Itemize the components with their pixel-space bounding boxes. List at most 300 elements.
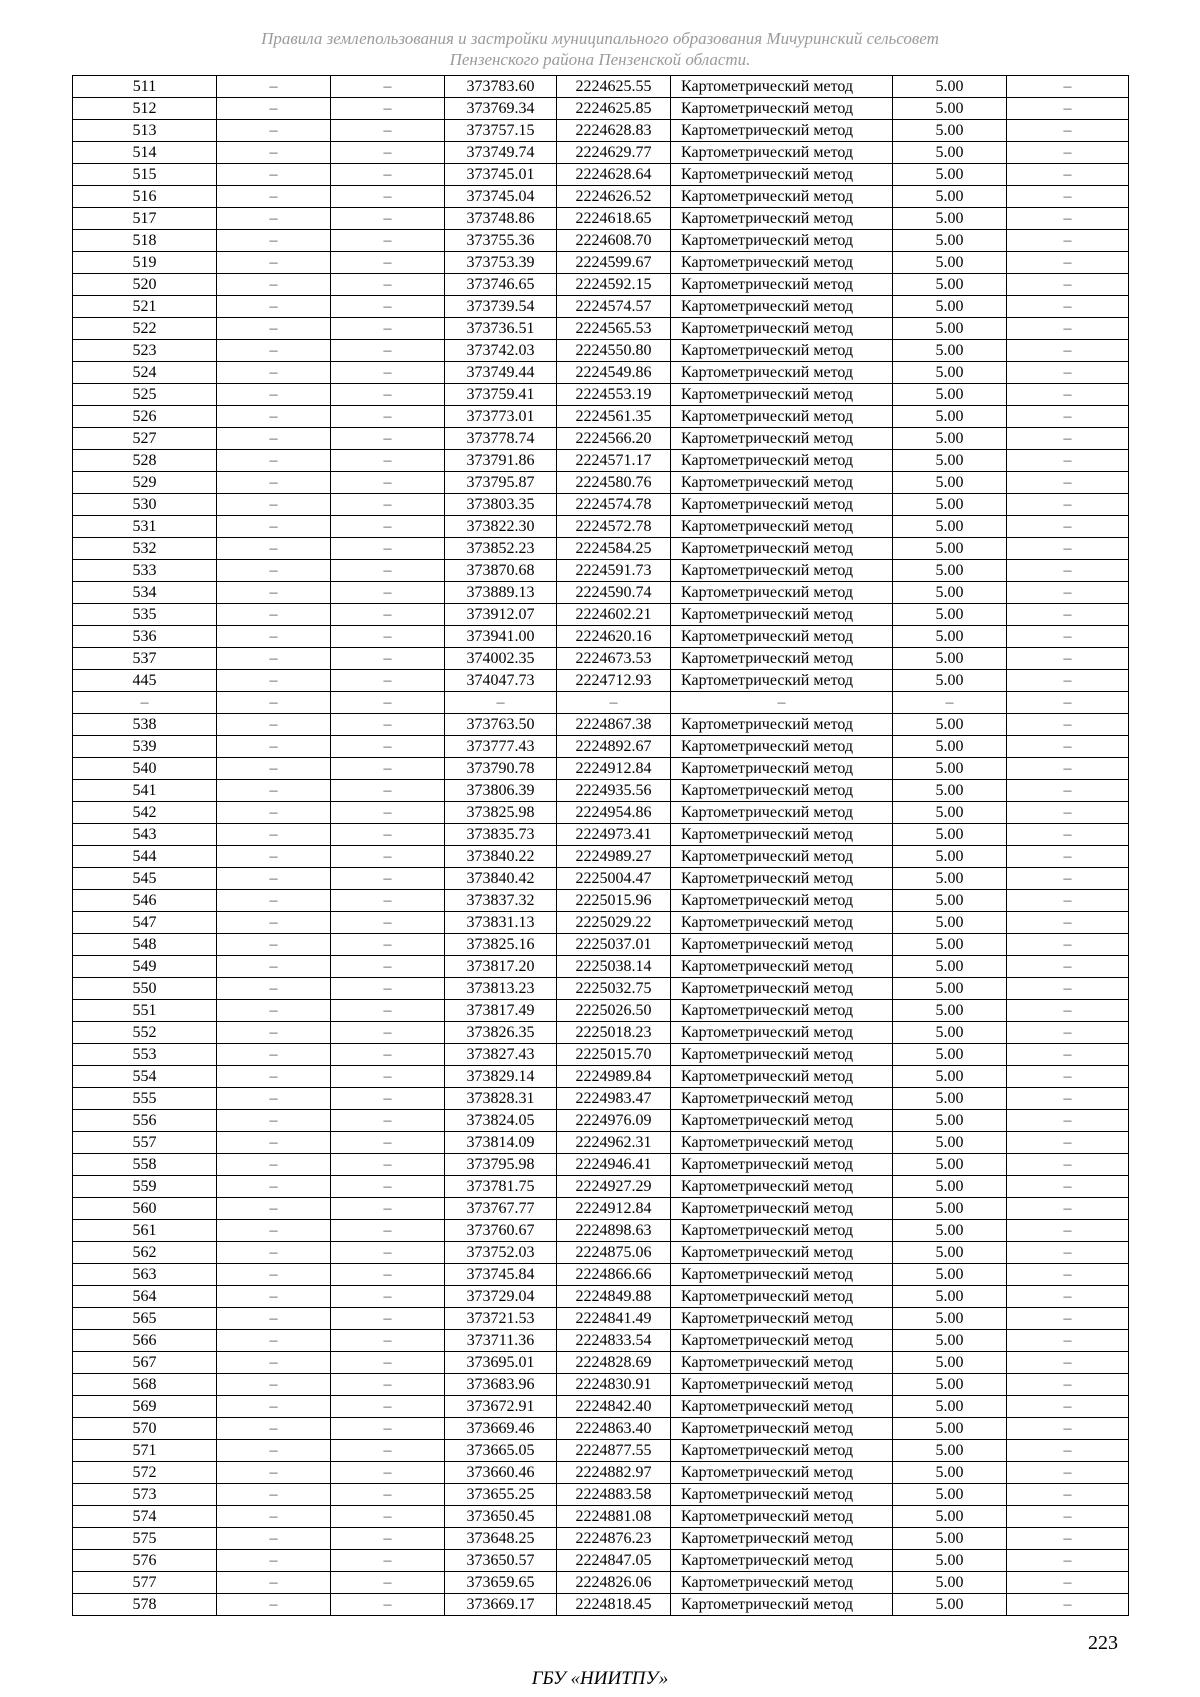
- table-cell: –: [331, 1242, 445, 1264]
- table-cell: 5.00: [893, 604, 1007, 626]
- table-cell: Картометрический метод: [671, 274, 893, 296]
- table-cell: 2224842.40: [557, 1396, 671, 1418]
- table-row: [73, 252, 1129, 274]
- table-cell: 2224580.76: [557, 472, 671, 494]
- table-row: [73, 98, 1129, 120]
- table-cell: Картометрический метод: [671, 1528, 893, 1550]
- table-cell: –: [217, 1308, 331, 1330]
- table-cell: 2224983.47: [557, 1088, 671, 1110]
- table-row: [73, 472, 1129, 494]
- table-cell: –: [331, 1330, 445, 1352]
- table-cell: 373745.04: [445, 186, 557, 208]
- table-cell: –: [217, 516, 331, 538]
- table-cell: 373814.09: [445, 1132, 557, 1154]
- table-row: [73, 1440, 1129, 1462]
- table-row: [73, 802, 1129, 824]
- table-cell: –: [331, 1396, 445, 1418]
- table-cell: 2224954.86: [557, 802, 671, 824]
- table-cell: –: [217, 1264, 331, 1286]
- table-cell: 373655.25: [445, 1484, 557, 1506]
- table-cell: 2224618.65: [557, 208, 671, 230]
- table-cell: 5.00: [893, 1330, 1007, 1352]
- table-cell: –: [331, 1088, 445, 1110]
- table-cell: Картометрический метод: [671, 1484, 893, 1506]
- table-body: [73, 76, 1129, 1616]
- table-cell: –: [217, 296, 331, 318]
- table-row: [73, 1022, 1129, 1044]
- table-cell: 2224712.93: [557, 670, 671, 692]
- table-cell: 373837.32: [445, 890, 557, 912]
- table-cell: 5.00: [893, 956, 1007, 978]
- table-cell: 5.00: [893, 582, 1007, 604]
- table-row: [73, 1308, 1129, 1330]
- table-cell: 2225038.14: [557, 956, 671, 978]
- table-cell: –: [1007, 340, 1129, 362]
- table-cell: –: [331, 560, 445, 582]
- table-cell: 564: [73, 1286, 217, 1308]
- table-cell: 5.00: [893, 1176, 1007, 1198]
- table-cell: –: [217, 1110, 331, 1132]
- table-cell: –: [217, 802, 331, 824]
- table-cell: –: [1007, 274, 1129, 296]
- table-cell: –: [1007, 956, 1129, 978]
- table-cell: –: [217, 868, 331, 890]
- table-cell: 5.00: [893, 1528, 1007, 1550]
- table-cell: 374002.35: [445, 648, 557, 670]
- table-cell: –: [1007, 186, 1129, 208]
- table-cell: 549: [73, 956, 217, 978]
- table-cell: –: [1007, 120, 1129, 142]
- table-cell: 5.00: [893, 1396, 1007, 1418]
- table-cell: 5.00: [893, 1000, 1007, 1022]
- table-cell: 561: [73, 1220, 217, 1242]
- table-cell: –: [1007, 1286, 1129, 1308]
- table-cell: –: [1007, 450, 1129, 472]
- table-cell: –: [217, 846, 331, 868]
- table-cell: –: [1007, 318, 1129, 340]
- table-cell: Картометрический метод: [671, 670, 893, 692]
- table-cell: –: [1007, 1220, 1129, 1242]
- table-cell: 2224912.84: [557, 1198, 671, 1220]
- table-cell: –: [1007, 1506, 1129, 1528]
- table-row: [73, 450, 1129, 472]
- table-row: [73, 758, 1129, 780]
- table-row: [73, 582, 1129, 604]
- table-cell: 521: [73, 296, 217, 318]
- table-cell: –: [217, 98, 331, 120]
- table-cell: –: [331, 934, 445, 956]
- table-row: [73, 1506, 1129, 1528]
- table-cell: 373648.25: [445, 1528, 557, 1550]
- table-row: [73, 1110, 1129, 1132]
- table-cell: –: [1007, 362, 1129, 384]
- table-cell: Картометрический метод: [671, 1088, 893, 1110]
- table-cell: 516: [73, 186, 217, 208]
- table-row: [73, 1286, 1129, 1308]
- table-row: [73, 296, 1129, 318]
- table-cell: 515: [73, 164, 217, 186]
- table-cell: –: [217, 1374, 331, 1396]
- table-cell: 535: [73, 604, 217, 626]
- table-cell: –: [331, 1308, 445, 1330]
- table-cell: 5.00: [893, 1352, 1007, 1374]
- table-cell: –: [217, 538, 331, 560]
- table-cell: –: [1007, 890, 1129, 912]
- table-cell: –: [217, 1198, 331, 1220]
- table-cell: –: [331, 1506, 445, 1528]
- table-cell: 2224847.05: [557, 1550, 671, 1572]
- table-cell: 2224849.88: [557, 1286, 671, 1308]
- table-cell: 2225018.23: [557, 1022, 671, 1044]
- table-row: [73, 406, 1129, 428]
- table-cell: 2224962.31: [557, 1132, 671, 1154]
- table-row: [73, 494, 1129, 516]
- table-cell: 542: [73, 802, 217, 824]
- table-cell: –: [217, 1154, 331, 1176]
- table-row: [73, 670, 1129, 692]
- table-cell: –: [331, 626, 445, 648]
- table-cell: 373806.39: [445, 780, 557, 802]
- table-cell: Картометрический метод: [671, 956, 893, 978]
- table-cell: Картометрический метод: [671, 714, 893, 736]
- table-cell: 2225004.47: [557, 868, 671, 890]
- table-cell: 2224608.70: [557, 230, 671, 252]
- table-cell: –: [331, 648, 445, 670]
- table-row: [73, 934, 1129, 956]
- table-row: [73, 736, 1129, 758]
- table-row: [73, 648, 1129, 670]
- table-cell: 2224549.86: [557, 362, 671, 384]
- table-cell: 522: [73, 318, 217, 340]
- table-cell: –: [1007, 1176, 1129, 1198]
- table-cell: 373777.43: [445, 736, 557, 758]
- table-cell: 5.00: [893, 230, 1007, 252]
- table-cell: –: [331, 670, 445, 692]
- table-cell: –: [1007, 1572, 1129, 1594]
- table-cell: 2224828.69: [557, 1352, 671, 1374]
- table-cell: Картометрический метод: [671, 582, 893, 604]
- table-cell: –: [331, 868, 445, 890]
- table-cell: –: [331, 1220, 445, 1242]
- table-cell: 2224830.91: [557, 1374, 671, 1396]
- table-cell: –: [331, 538, 445, 560]
- table-cell: Картометрический метод: [671, 934, 893, 956]
- table-cell: –: [1007, 736, 1129, 758]
- table-cell: –: [1007, 758, 1129, 780]
- table-cell: –: [1007, 1022, 1129, 1044]
- table-cell: 562: [73, 1242, 217, 1264]
- table-cell: –: [1007, 846, 1129, 868]
- table-cell: 5.00: [893, 626, 1007, 648]
- table-cell: 2224628.83: [557, 120, 671, 142]
- table-cell: –: [331, 1550, 445, 1572]
- table-cell: 5.00: [893, 890, 1007, 912]
- table-cell: –: [217, 362, 331, 384]
- table-cell: 5.00: [893, 934, 1007, 956]
- table-cell: –: [217, 626, 331, 648]
- table-cell: Картометрический метод: [671, 406, 893, 428]
- table-cell: –: [1007, 912, 1129, 934]
- table-cell: –: [1007, 428, 1129, 450]
- table-cell: –: [217, 384, 331, 406]
- table-cell: –: [1007, 1418, 1129, 1440]
- table-cell: 2224973.41: [557, 824, 671, 846]
- table-row: [73, 560, 1129, 582]
- table-cell: –: [331, 1132, 445, 1154]
- table-cell: Картометрический метод: [671, 1594, 893, 1616]
- table-cell: 373840.22: [445, 846, 557, 868]
- table-row: [73, 1132, 1129, 1154]
- table-cell: –: [331, 208, 445, 230]
- table-cell: –: [217, 1132, 331, 1154]
- table-cell: 2224599.67: [557, 252, 671, 274]
- table-cell: –: [1007, 1000, 1129, 1022]
- table-cell: 537: [73, 648, 217, 670]
- table-cell: –: [331, 1286, 445, 1308]
- table-cell: Картометрический метод: [671, 1022, 893, 1044]
- table-cell: 2224892.67: [557, 736, 671, 758]
- table-row: [73, 230, 1129, 252]
- table-cell: Картометрический метод: [671, 1418, 893, 1440]
- table-cell: 520: [73, 274, 217, 296]
- table-cell: 2224946.41: [557, 1154, 671, 1176]
- table-row: [73, 428, 1129, 450]
- table-cell: 373749.74: [445, 142, 557, 164]
- table-cell: –: [217, 164, 331, 186]
- table-cell: 577: [73, 1572, 217, 1594]
- table-cell: –: [1007, 1440, 1129, 1462]
- table-cell: 544: [73, 846, 217, 868]
- table-cell: –: [217, 450, 331, 472]
- table-cell: –: [331, 1176, 445, 1198]
- table-row: [73, 1374, 1129, 1396]
- table-cell: –: [1007, 1154, 1129, 1176]
- table-cell: Картометрический метод: [671, 120, 893, 142]
- table-cell: –: [217, 186, 331, 208]
- table-cell: 5.00: [893, 1154, 1007, 1176]
- table-cell: 526: [73, 406, 217, 428]
- table-cell: 578: [73, 1594, 217, 1616]
- table-cell: –: [1007, 472, 1129, 494]
- table-cell: –: [331, 1418, 445, 1440]
- table-cell: Картометрический метод: [671, 340, 893, 362]
- table-cell: –: [217, 208, 331, 230]
- table-cell: 5.00: [893, 1594, 1007, 1616]
- table-row: [73, 978, 1129, 1000]
- table-cell: –: [331, 692, 445, 714]
- table-cell: Картометрический метод: [671, 648, 893, 670]
- table-cell: 5.00: [893, 802, 1007, 824]
- table-cell: 373659.65: [445, 1572, 557, 1594]
- table-cell: –: [1007, 142, 1129, 164]
- table-cell: –: [217, 956, 331, 978]
- table-cell: Картометрический метод: [671, 516, 893, 538]
- table-cell: –: [1007, 648, 1129, 670]
- table-cell: 2224566.20: [557, 428, 671, 450]
- table-row: [73, 1330, 1129, 1352]
- table-cell: 5.00: [893, 1220, 1007, 1242]
- table-cell: 569: [73, 1396, 217, 1418]
- table-cell: Картометрический метод: [671, 142, 893, 164]
- table-cell: Картометрический метод: [671, 802, 893, 824]
- table-cell: 2224553.19: [557, 384, 671, 406]
- table-cell: 373650.45: [445, 1506, 557, 1528]
- table-cell: 552: [73, 1022, 217, 1044]
- table-cell: –: [1007, 1396, 1129, 1418]
- table-cell: –: [1007, 1132, 1129, 1154]
- table-cell: –: [1007, 164, 1129, 186]
- table-cell: –: [1007, 98, 1129, 120]
- table-cell: Картометрический метод: [671, 1550, 893, 1572]
- table-cell: –: [331, 494, 445, 516]
- table-cell: –: [331, 1484, 445, 1506]
- table-row: [73, 362, 1129, 384]
- table-cell: –: [331, 472, 445, 494]
- table-cell: 5.00: [893, 76, 1007, 98]
- table-cell: 5.00: [893, 450, 1007, 472]
- table-cell: 2224989.84: [557, 1066, 671, 1088]
- table-cell: Картометрический метод: [671, 164, 893, 186]
- table-cell: 373791.86: [445, 450, 557, 472]
- table-cell: Картометрический метод: [671, 1110, 893, 1132]
- table-cell: 373825.16: [445, 934, 557, 956]
- table-cell: 373826.35: [445, 1022, 557, 1044]
- table-cell: 5.00: [893, 362, 1007, 384]
- table-cell: –: [331, 846, 445, 868]
- table-cell: –: [217, 318, 331, 340]
- table-row: [73, 1066, 1129, 1088]
- table-cell: 2224976.09: [557, 1110, 671, 1132]
- table-cell: –: [217, 1506, 331, 1528]
- table-cell: Картометрический метод: [671, 252, 893, 274]
- table-cell: 517: [73, 208, 217, 230]
- table-cell: 551: [73, 1000, 217, 1022]
- table-cell: 527: [73, 428, 217, 450]
- table-cell: 2224882.97: [557, 1462, 671, 1484]
- table-cell: –: [217, 1176, 331, 1198]
- table-cell: –: [217, 230, 331, 252]
- table-cell: 513: [73, 120, 217, 142]
- table-row: [73, 120, 1129, 142]
- table-cell: –: [217, 978, 331, 1000]
- table-cell: –: [331, 1528, 445, 1550]
- table-cell: 5.00: [893, 252, 1007, 274]
- table-cell: –: [1007, 1484, 1129, 1506]
- table-cell: Картометрический метод: [671, 428, 893, 450]
- table-cell: –: [1007, 714, 1129, 736]
- table-cell: –: [331, 1264, 445, 1286]
- table-cell: –: [217, 604, 331, 626]
- table-cell: 2225015.96: [557, 890, 671, 912]
- table-cell: –: [331, 142, 445, 164]
- table-cell: Картометрический метод: [671, 912, 893, 934]
- table-cell: 546: [73, 890, 217, 912]
- table-cell: 5.00: [893, 978, 1007, 1000]
- table-cell: –: [217, 560, 331, 582]
- table-cell: –: [331, 736, 445, 758]
- table-cell: Картометрический метод: [671, 1044, 893, 1066]
- table-cell: 373711.36: [445, 1330, 557, 1352]
- table-cell: –: [217, 274, 331, 296]
- table-cell: Картометрический метод: [671, 230, 893, 252]
- table-cell: –: [217, 142, 331, 164]
- table-cell: 373783.60: [445, 76, 557, 98]
- table-cell: –: [331, 1572, 445, 1594]
- table-cell: 2224602.21: [557, 604, 671, 626]
- table-cell: Картометрический метод: [671, 626, 893, 648]
- table-cell: –: [331, 802, 445, 824]
- table-cell: 573: [73, 1484, 217, 1506]
- table-cell: 5.00: [893, 406, 1007, 428]
- table-cell: –: [331, 824, 445, 846]
- table-cell: Картометрический метод: [671, 1066, 893, 1088]
- table-cell: –: [217, 934, 331, 956]
- table-cell: 5.00: [893, 186, 1007, 208]
- table-cell: 528: [73, 450, 217, 472]
- table-cell: –: [217, 1572, 331, 1594]
- table-cell: –: [1007, 230, 1129, 252]
- header-line-1: Правила землепользования и застройки муниципального образования Мичуринский сельсовет: [261, 29, 939, 48]
- table-cell: 5.00: [893, 1484, 1007, 1506]
- table-cell: 565: [73, 1308, 217, 1330]
- table-cell: –: [217, 1484, 331, 1506]
- table-cell: 373745.01: [445, 164, 557, 186]
- table-cell: 2224626.52: [557, 186, 671, 208]
- table-cell: –: [73, 692, 217, 714]
- table-cell: 5.00: [893, 1110, 1007, 1132]
- table-cell: –: [331, 76, 445, 98]
- table-cell: 2224935.56: [557, 780, 671, 802]
- table-cell: –: [331, 252, 445, 274]
- table-cell: 373817.49: [445, 1000, 557, 1022]
- table-cell: –: [217, 582, 331, 604]
- table-cell: –: [1007, 780, 1129, 802]
- table-cell: 373650.57: [445, 1550, 557, 1572]
- table-cell: 575: [73, 1528, 217, 1550]
- table-cell: –: [1007, 1528, 1129, 1550]
- table-cell: 373828.31: [445, 1088, 557, 1110]
- table-cell: –: [217, 1286, 331, 1308]
- table-cell: Картометрический метод: [671, 98, 893, 120]
- table-cell: –: [1007, 1110, 1129, 1132]
- table-cell: 373660.46: [445, 1462, 557, 1484]
- table-cell: 563: [73, 1264, 217, 1286]
- table-cell: 555: [73, 1088, 217, 1110]
- table-cell: –: [1007, 1352, 1129, 1374]
- table-cell: –: [217, 670, 331, 692]
- table-cell: 2224571.17: [557, 450, 671, 472]
- table-cell: 373749.44: [445, 362, 557, 384]
- table-cell: 5.00: [893, 120, 1007, 142]
- table-cell: 5.00: [893, 318, 1007, 340]
- table-row: [73, 1396, 1129, 1418]
- table-cell: 556: [73, 1110, 217, 1132]
- page-header: [0, 28, 1200, 70]
- table-cell: –: [331, 296, 445, 318]
- table-row: [73, 1572, 1129, 1594]
- table-cell: 529: [73, 472, 217, 494]
- table-cell: –: [217, 912, 331, 934]
- table-cell: –: [1007, 692, 1129, 714]
- table-cell: 2224561.35: [557, 406, 671, 428]
- table-cell: 5.00: [893, 1242, 1007, 1264]
- table-row: [73, 384, 1129, 406]
- table-cell: 373912.07: [445, 604, 557, 626]
- table-cell: –: [331, 1462, 445, 1484]
- table-cell: 373941.00: [445, 626, 557, 648]
- table-cell: Картометрический метод: [671, 296, 893, 318]
- table-cell: 538: [73, 714, 217, 736]
